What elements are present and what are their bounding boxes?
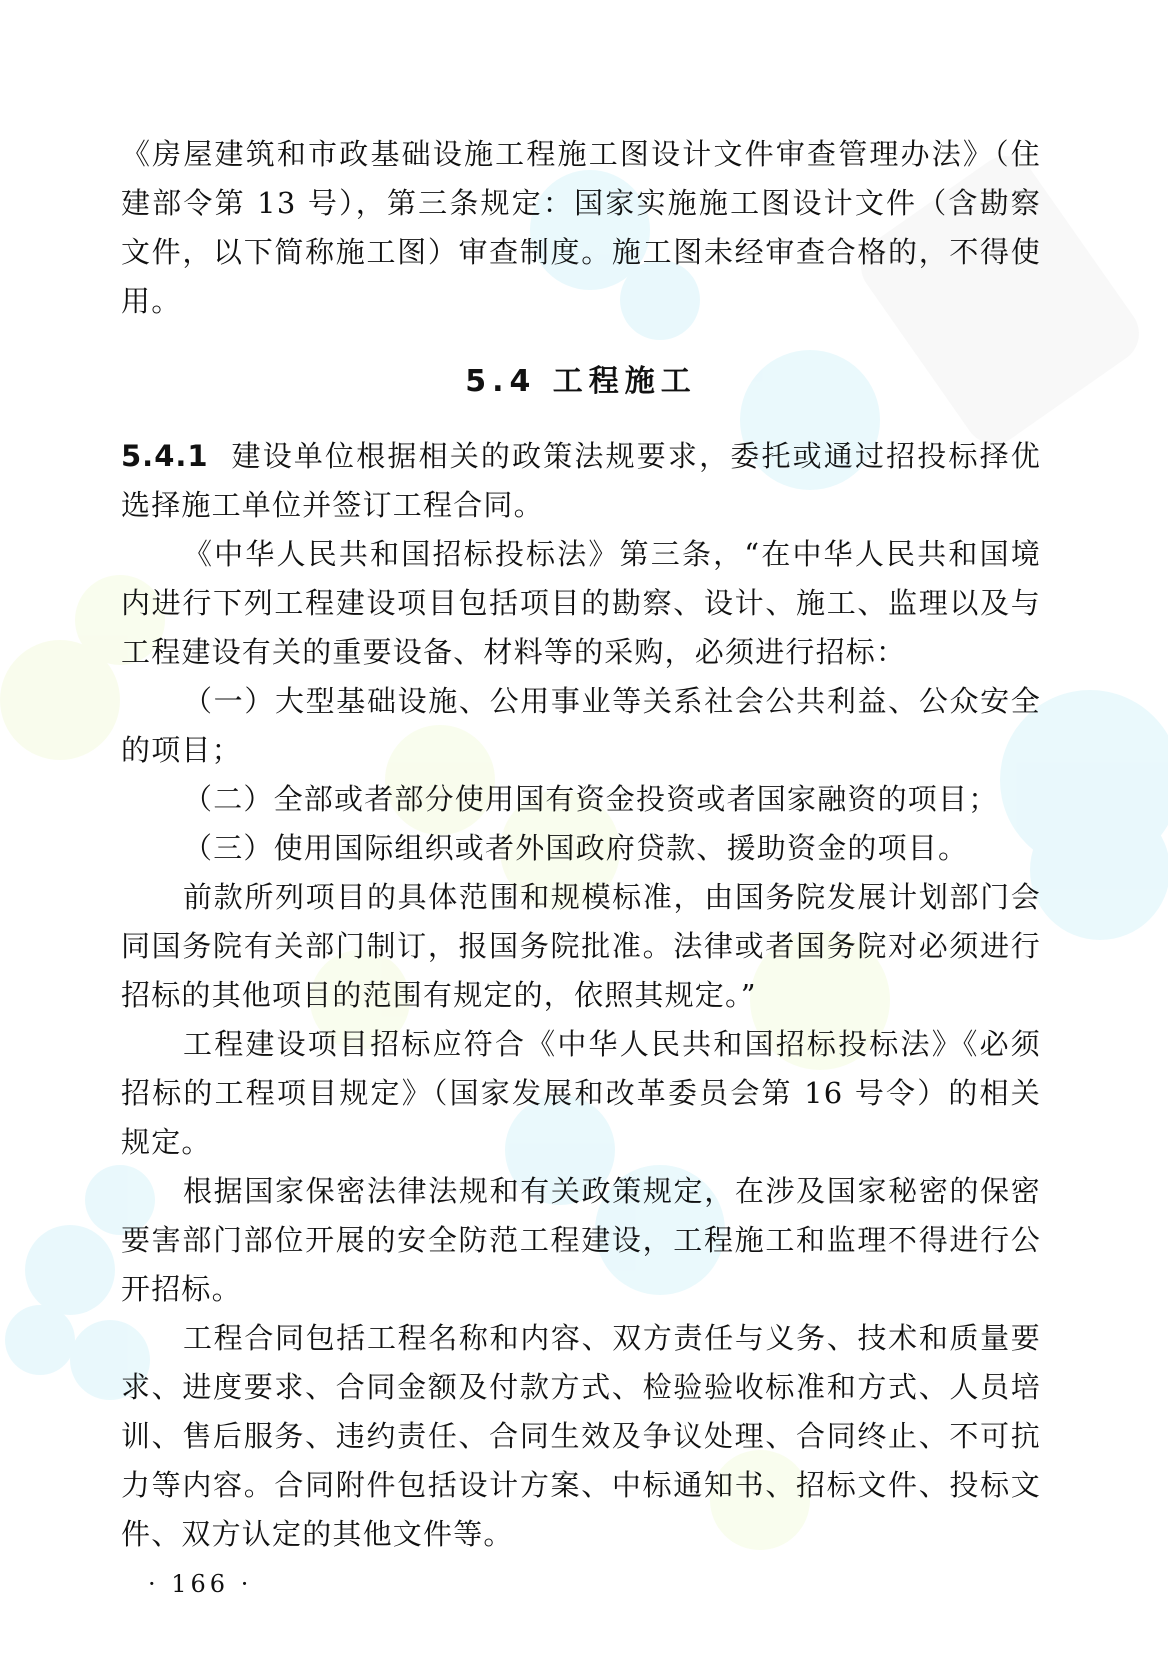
body-paragraph: 工程合同包括工程名称和内容、双方责任与义务、技术和质量要求、进度要求、合同金额及付款方式、检验验收标准和方式、人员培训、售后服务、违约责任、合同生效及争议处理、合同终止、不可抗力等内容。合同附件包括设计方案、中标通知书、招标文件、投标文件、双方认定的其他文件等。 bbox=[121, 1321, 1041, 1551]
clause-number: 5.4.1 bbox=[121, 439, 209, 473]
page-number: · 166 · bbox=[148, 1570, 253, 1598]
body-paragraph: 《中华人民共和国招标投标法》第三条，“在中华人民共和国境内进行下列工程建设项目包括项目的勘察、设计、施工、监理以及与工程建设有关的重要设备、材料等的采购，必须进行招标： bbox=[121, 537, 1041, 669]
body-paragraph: 工程建设项目招标应符合《中华人民共和国招标投标法》《必须招标的工程项目规定》（国家发展和改革委员会第 16 号令）的相关规定。 bbox=[121, 1027, 1041, 1159]
document-body bbox=[121, 130, 1041, 1559]
body-paragraph: （三）使用国际组织或者外国政府贷款、援助资金的项目。 bbox=[183, 831, 969, 865]
body-paragraph: 前款所列项目的具体范围和规模标准，由国务院发展计划部门会同国务院有关部门制订，报国务院批准。法律或者国务院对必须进行招标的其他项目的范围有规定的，依照其规定。” bbox=[121, 880, 1041, 1012]
clause-paragraph bbox=[121, 432, 1041, 530]
body-paragraph: （二）全部或者部分使用国有资金投资或者国家融资的项目； bbox=[183, 782, 999, 816]
clause-text: 建设单位根据相关的政策法规要求，委托或通过招投标择优选择施工单位并签订工程合同。 bbox=[121, 439, 1041, 522]
section-heading: 5.4 工程施工 bbox=[465, 364, 697, 399]
body-paragraph: （一）大型基础设施、公用事业等关系社会公共利益、公众安全的项目； bbox=[121, 684, 1041, 767]
intro-paragraph: 《房屋建筑和市政基础设施工程施工图设计文件审查管理办法》（住建部令第 13 号），第三条规定：国家实施施工图设计文件（含勘察文件，以下简称施工图）审查制度。施工图未经审查合格的，不得使用。 bbox=[121, 137, 1041, 318]
body-paragraph: 根据国家保密法律法规和有关政策规定，在涉及国家秘密的保密要害部门部位开展的安全防范工程建设，工程施工和监理不得进行公开招标。 bbox=[121, 1174, 1041, 1306]
